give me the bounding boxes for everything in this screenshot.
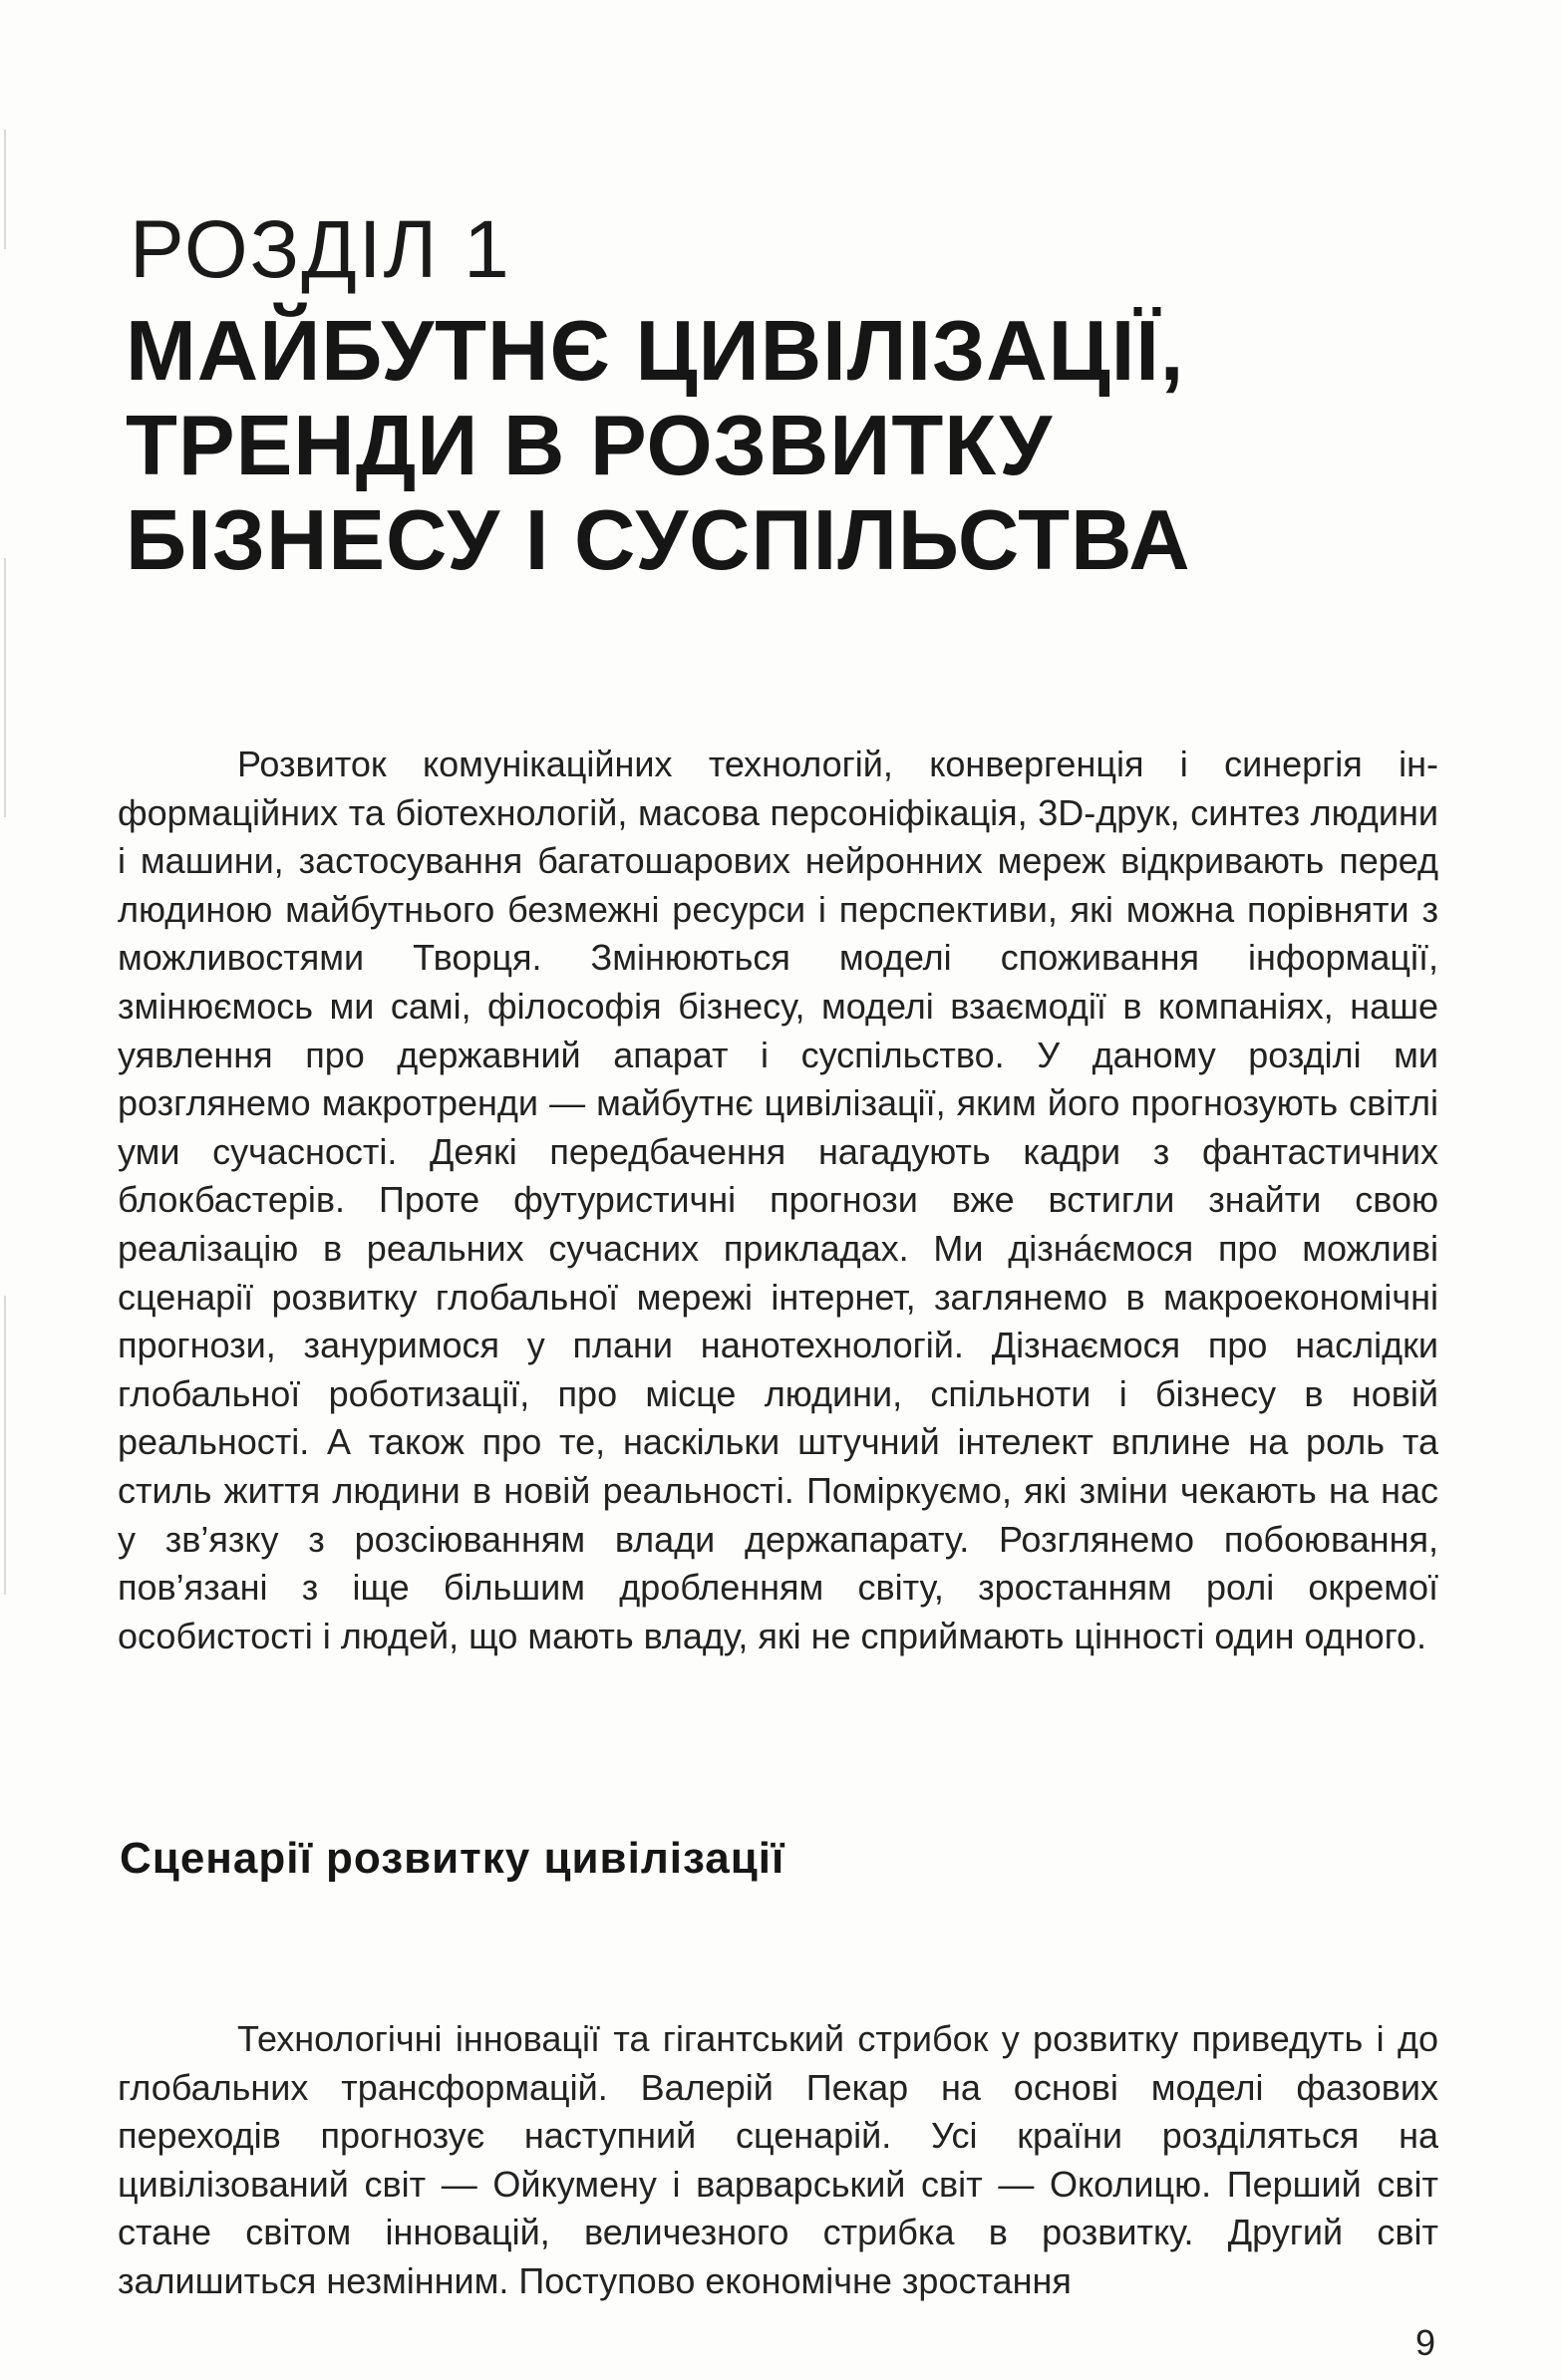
section-heading: Сценарії розвитку цивілізації — [120, 1834, 785, 1883]
intro-paragraph: Розвиток комунікаційних технологій, конвергенція і синергія інформаційних та біотехнологій, масова персоніфікація, 3D-друк, синтез людини і машини, застосування багатошарових нейронних мереж відкривають перед людиною майбутнього безмежні ресурси і перспективи, які можна порівняти з можливостями Творця. Змінюються моделі споживання інформації, змінюємось ми самі, філософія бізнесу, моделі взаємодії в компаніях, наше уявлення про державний апарат і суспільство. У даному розділі ми розглянемо макротренди — майбутнє цивілізації, яким його прогнозують світлі уми сучасності. Деякі передбачення нагадують кадри з фантастичних блокбастерів. Проте футуристичні прогнози вже встигли знайти свою реалізацію в реальних сучасних прикладах. Ми дізнáємося про можливі сценарії розвитку глобальної мережі інтернет, заглянемо в макроекономічні прогнози, зануримося у плани нанотехнологій. Дізнаємося про наслідки глобальної роботизації, про місце людини, спільноти і бізнесу в новій реальності. А також про те, наскільки штучний інтелект вплине на роль та стиль життя людини в новій реальності. Поміркуємо, які зміни чекають на нас у зв’язку з розсіюванням влади держапарату. Розглянемо побоювання, пов’язані з іще більшим дробленням світу, зростанням ролі окремої особистості і людей, що мають владу, які не сприймають цінності один одного. — [118, 744, 1438, 1656]
scan-edge-mark — [4, 1296, 6, 1595]
chapter-title-line: БІЗНЕСУ І СУСПІЛЬСТВА — [126, 493, 1191, 588]
scan-edge-mark — [4, 130, 6, 249]
chapter-title — [126, 304, 1322, 588]
chapter-label: РОЗДІЛ 1 — [130, 204, 511, 295]
section-paragraph: Технологічні інновації та гігантський стрибок у розвитку приведуть і до глобальних трансформацій. Валерій Пекар на основі моделі фазових переходів прогнозує наступний сценарій. Усі країни розділяться на цивілізований світ — Ойкумену і варварський світ — Околицю. Перший світ стане світом інновацій, величезного стрибка в розвитку. Другий світ залишиться незмінним. Поступово економічне зростання — [118, 2018, 1438, 2301]
scan-edge-mark — [4, 558, 6, 817]
page-number: 9 — [1415, 2322, 1436, 2363]
chapter-title-line: МАЙБУТНЄ ЦИВІЛІЗАЦІЇ, — [126, 304, 1185, 399]
chapter-title-line: ТРЕНДИ В РОЗВИТКУ — [126, 399, 1054, 493]
